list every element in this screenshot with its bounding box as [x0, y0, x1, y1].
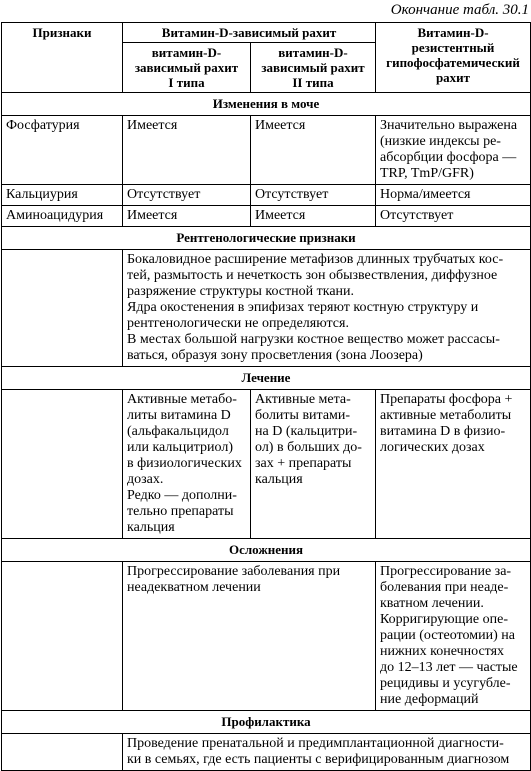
- resistant-cell: Значительно выражена (низкие индексы ре- абсорбции фосфора — TRP, TmP/GFR): [376, 116, 531, 185]
- sign-cell-empty: [2, 390, 123, 539]
- type2-cell: Имеется: [251, 206, 376, 227]
- section-prevention: Профилактика: [2, 711, 531, 734]
- table-row: [2, 250, 531, 367]
- sign-cell: Аминоацидурия: [2, 206, 123, 227]
- section-row: [2, 539, 531, 562]
- type2-cell: Отсутствует: [251, 185, 376, 206]
- table-row: [2, 206, 531, 227]
- rickets-table: [1, 22, 531, 771]
- resistant-cell: Норма/имеется: [376, 185, 531, 206]
- sign-cell-empty: [2, 250, 123, 367]
- table-row: [2, 562, 531, 711]
- header-signs: Признаки: [2, 23, 123, 93]
- treatment-type1: Активные метабо- литы витамина D (альфакальцидол или кальцитриол) в физиологических дозах. Редко — дополни- тельно препараты кальция: [123, 390, 251, 539]
- table-row: [2, 116, 531, 185]
- table-caption: Окончание табл. 30.1: [390, 2, 529, 18]
- complications-resistant: Прогрессирование за- болевания при неаде- кватном лечении. Корригирующие опе- рации (остеотомии) на нижних конечностях до 12–13 лет — частые рецидивы и усугубле- ние деформаций: [376, 562, 531, 711]
- sign-cell-empty: [2, 562, 123, 711]
- treatment-type2: Активные мета- болиты витами- на D (кальцитри- ол) в больших до- зах + препараты кальция: [251, 390, 376, 539]
- table-row: [2, 734, 531, 771]
- prevention-text: Проведение пренатальной и предимплантационной диагности- ки в семьях, где есть пациенты с верифицированным диагнозом: [123, 734, 531, 771]
- type1-cell: Имеется: [123, 116, 251, 185]
- table-row: [2, 185, 531, 206]
- header-vitd-dependent: Витамин-D-зависимый рахит: [123, 23, 376, 43]
- section-row: [2, 227, 531, 250]
- sign-cell: Фосфатурия: [2, 116, 123, 185]
- type1-cell: Отсутствует: [123, 185, 251, 206]
- sign-cell: Кальциурия: [2, 185, 123, 206]
- xray-description: Бокаловидное расширение метафизов длинных трубчатых кос- тей, размытость и нечеткость зон обызвествления, диффузное разряжение структуры костной ткани. Ядра окостенения в эпифизах теряют костную структуру и рентгенологически не определяются. В местах большой нагрузки костное вещество может рассасы- ваться, образуя зону просветления (зона Лоозера): [123, 250, 531, 367]
- header-row-1: [2, 23, 531, 43]
- section-complications: Осложнения: [2, 539, 531, 562]
- section-row: [2, 367, 531, 390]
- type1-cell: Имеется: [123, 206, 251, 227]
- section-urine: Изменения в моче: [2, 93, 531, 116]
- header-type-1: витамин-D- зависимый рахит I типа: [123, 43, 251, 93]
- complications-vitd-dependent: Прогрессирование заболевания при неадекватном лечении: [123, 562, 376, 711]
- resistant-cell: Отсутствует: [376, 206, 531, 227]
- header-vitd-resistant: Витамин-D- резистентный гипофосфатемический рахит: [376, 23, 531, 93]
- sign-cell-empty: [2, 734, 123, 771]
- treatment-resistant: Препараты фосфора + активные метаболиты витамина D в физио- логических дозах: [376, 390, 531, 539]
- section-row: [2, 711, 531, 734]
- type2-cell: Имеется: [251, 116, 376, 185]
- section-treatment: Лечение: [2, 367, 531, 390]
- table-row: [2, 390, 531, 539]
- header-type-2: витамин-D- зависимый рахит II типа: [251, 43, 376, 93]
- section-xray: Рентгенологические признаки: [2, 227, 531, 250]
- section-row: [2, 93, 531, 116]
